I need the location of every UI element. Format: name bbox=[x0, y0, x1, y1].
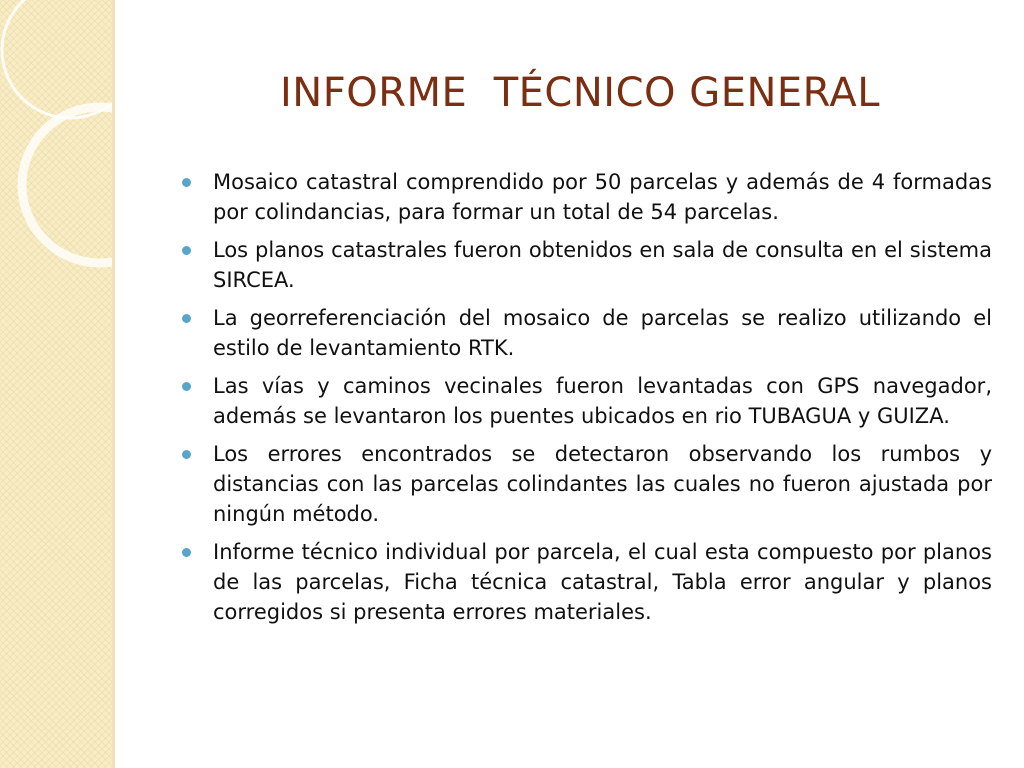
slide-title: INFORME TÉCNICO GENERAL bbox=[280, 70, 880, 116]
bullet-text: Los errores encontrados se detectaron observando los rumbos y distancias con las parcelas colindantes las cuales no fueron ajustada por ningún método. bbox=[213, 442, 992, 526]
side-panel-edge bbox=[112, 0, 115, 768]
decorative-ring-top bbox=[2, 0, 112, 118]
bullet-list bbox=[182, 167, 992, 635]
bullet-item bbox=[182, 167, 992, 227]
bullet-marker-icon bbox=[182, 246, 191, 255]
bullet-text: La georreferenciación del mosaico de parcelas se realizo utilizando el estilo de levantamiento RTK. bbox=[213, 306, 992, 360]
bullet-item bbox=[182, 371, 992, 431]
decorative-side-panel bbox=[0, 0, 112, 768]
bullet-item bbox=[182, 303, 992, 363]
bullet-marker-icon bbox=[182, 450, 191, 459]
bullet-item bbox=[182, 235, 992, 295]
bullet-item bbox=[182, 439, 992, 529]
bullet-marker-icon bbox=[182, 548, 191, 557]
bullet-text: Mosaico catastral comprendido por 50 parcelas y además de 4 formadas por colindancias, para formar un total de 54 parcelas. bbox=[213, 170, 992, 224]
decorative-rings bbox=[0, 0, 112, 768]
bullet-marker-icon bbox=[182, 178, 191, 187]
bullet-text: Los planos catastrales fueron obtenidos en sala de consulta en el sistema SIRCEA. bbox=[213, 238, 992, 292]
decorative-ring-middle bbox=[22, 107, 112, 263]
bullet-item bbox=[182, 537, 992, 627]
bullet-marker-icon bbox=[182, 382, 191, 391]
bullet-text: Informe técnico individual por parcela, el cual esta compuesto por planos de las parcelas, Ficha técnica catastral, Tabla error angular y planos corregidos si presenta errores materiales. bbox=[213, 540, 992, 624]
bullet-marker-icon bbox=[182, 314, 191, 323]
bullet-text: Las vías y caminos vecinales fueron levantadas con GPS navegador, además se levantaron los puentes ubicados en rio TUBAGUA y GUIZA. bbox=[213, 374, 992, 428]
